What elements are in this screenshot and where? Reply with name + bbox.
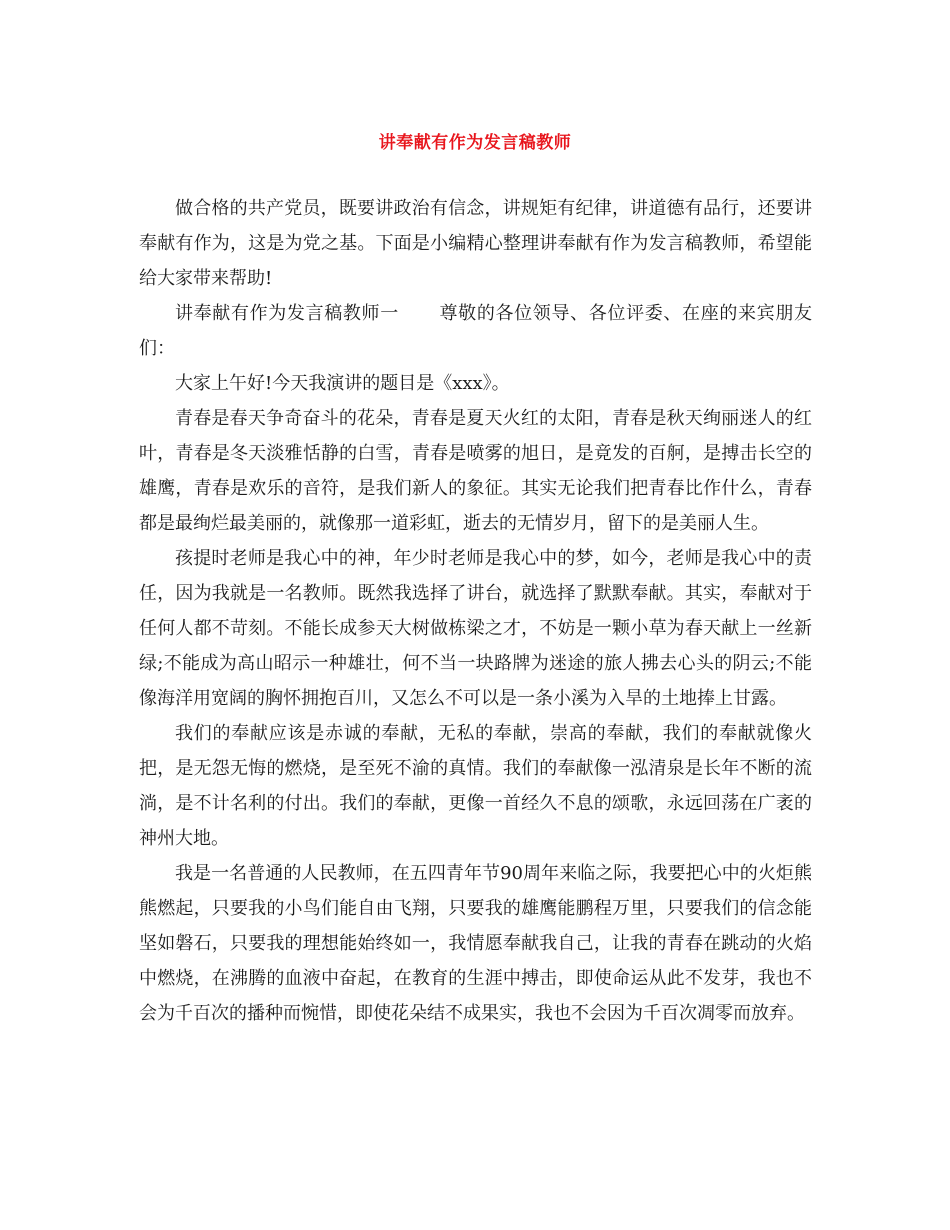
document-title: 讲奉献有作为发言稿教师 — [378, 133, 572, 153]
document-body — [139, 191, 812, 1031]
paragraph-intro: 做合格的共产党员，既要讲政治有信念，讲规矩有纪律，讲道德有品行，还要讲奉献有作为，这是为党之基。下面是小编精心整理讲奉献有作为发言稿教师，希望能给大家带来帮助! — [139, 198, 812, 289]
paragraph-heading-line — [139, 296, 812, 366]
paragraph-greeting: 大家上午好!今天我演讲的题目是《xxx》。 — [175, 373, 510, 394]
paragraph-dedication: 我们的奉献应该是赤诚的奉献，无私的奉献，崇高的奉献，我们的奉献就像火把，是无怨无悔的燃烧，是至死不渝的真情。我们的奉献像一泓清泉是长年不断的流淌，是不计名利的付出。我们的奉献，更像一首经久不息的颂歌，永远回荡在广袤的神州大地。 — [139, 723, 812, 849]
section-heading: 讲奉献有作为发言稿教师一 — [175, 303, 399, 324]
paragraph-closing: 我是一名普通的人民教师，在五四青年节90周年来临之际，我要把心中的火炬熊熊燃起，只要我的小鸟们能自由飞翔，只要我的雄鹰能鹏程万里，只要我们的信念能坚如磐石，只要我的理想能始终如一，我情愿奉献我自己，让我的青春在跳动的火焰中燃烧，在沸腾的血液中奋起，在教育的生涯中搏击，即使命运从此不发芽，我也不会为千百次的播种而惋惜，即使花朵结不成果实，我也不会因为千百次凋零而放弃。 — [139, 863, 812, 1024]
salutation: 尊敬的各位领导、各位评委、在座的来宾朋友们： — [139, 303, 812, 359]
paragraph-youth: 青春是春天争奇奋斗的花朵，青春是夏天火红的太阳，青春是秋天绚丽迷人的红叶，青春是冬天淡雅恬静的白雪，青春是喷雾的旭日，是竟发的百舸，是搏击长空的雄鹰，青春是欢乐的音符，是我们新人的象征。其实无论我们把青春比作什么，青春都是最绚烂最美丽的，就像那一道彩虹，逝去的无情岁月，留下的是美丽人生。 — [139, 408, 812, 534]
paragraph-teacher: 孩提时老师是我心中的神，年少时老师是我心中的梦，如今，老师是我心中的责任，因为我就是一名教师。既然我选择了讲台，就选择了默默奉献。其实，奉献对于任何人都不苛刻。不能长成参天大树做栋梁之才，不妨是一颗小草为春天献上一丝新绿;不能成为高山昭示一种雄壮，何不当一块路牌为迷途的旅人拂去心头的阴云;不能像海洋用宽阔的胸怀拥抱百川，又怎么不可以是一条小溪为入旱的土地捧上甘露。 — [139, 548, 812, 709]
